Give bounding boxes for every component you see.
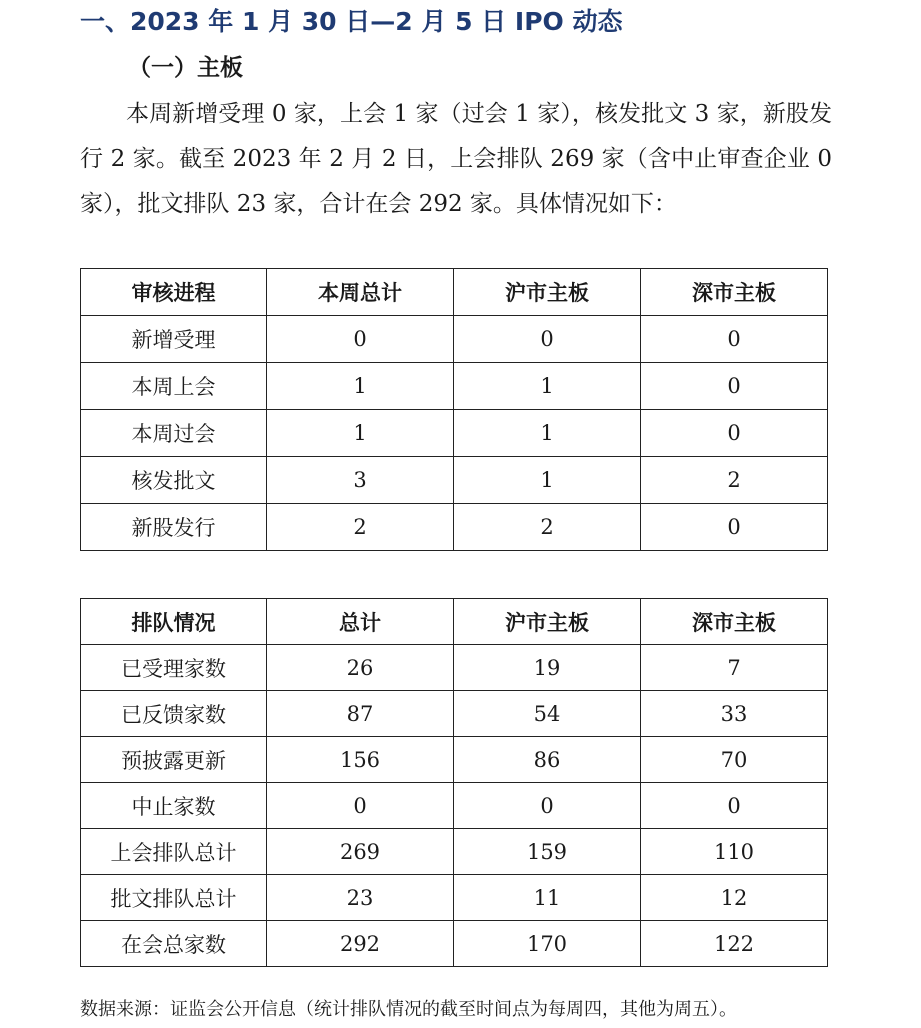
table-cell: 0 [267, 783, 454, 829]
column-header: 沪市主板 [454, 599, 641, 645]
row-label: 已受理家数 [81, 645, 267, 691]
queue-status-table [80, 598, 828, 967]
table-cell: 12 [641, 875, 828, 921]
row-label: 新股发行 [81, 504, 267, 551]
column-header: 沪市主板 [454, 269, 641, 316]
column-header: 本周总计 [267, 269, 454, 316]
table-cell: 0 [641, 316, 828, 363]
table-cell: 1 [454, 363, 641, 410]
table-cell: 11 [454, 875, 641, 921]
table-cell: 1 [454, 457, 641, 504]
table-cell: 170 [454, 921, 641, 967]
table-row [81, 737, 828, 783]
table-row [81, 410, 828, 457]
table-row [81, 875, 828, 921]
table-cell: 0 [641, 410, 828, 457]
table-cell: 7 [641, 645, 828, 691]
review-progress-table [80, 268, 828, 551]
table-row [81, 457, 828, 504]
table-cell: 19 [454, 645, 641, 691]
table-cell: 2 [454, 504, 641, 551]
table-cell: 0 [454, 316, 641, 363]
table-row [81, 921, 828, 967]
table-cell: 3 [267, 457, 454, 504]
table-cell: 110 [641, 829, 828, 875]
table-cell: 33 [641, 691, 828, 737]
table-row [81, 645, 828, 691]
column-header: 总计 [267, 599, 454, 645]
table-cell: 87 [267, 691, 454, 737]
table-cell: 1 [454, 410, 641, 457]
table-cell: 156 [267, 737, 454, 783]
table-row [81, 691, 828, 737]
row-label: 批文排队总计 [81, 875, 267, 921]
table-cell: 1 [267, 363, 454, 410]
table-cell: 70 [641, 737, 828, 783]
table-cell: 292 [267, 921, 454, 967]
row-label: 中止家数 [81, 783, 267, 829]
table-cell: 23 [267, 875, 454, 921]
table-cell: 2 [267, 504, 454, 551]
summary-paragraph: 本周新增受理 0 家，上会 1 家（过会 1 家），核发批文 3 家，新股发行 2 家。截至 2023 年 2 月 2 日，上会排队 269 家（含中止审查企业 0 家），批文排队 23 家，合计在会 292 家。具体情况如下： [80, 101, 832, 217]
table-cell: 0 [454, 783, 641, 829]
data-source-note: 数据来源：证监会公开信息（统计排队情况的截至时间点为每周四，其他为周五）。 [80, 999, 737, 1020]
table-cell: 269 [267, 829, 454, 875]
table-header-row [81, 599, 828, 645]
row-label: 在会总家数 [81, 921, 267, 967]
row-label: 新增受理 [81, 316, 267, 363]
table-row [81, 316, 828, 363]
table-cell: 26 [267, 645, 454, 691]
section-heading: 一、2023 年 1 月 30 日—2 月 5 日 IPO 动态 [80, 7, 623, 36]
table-cell: 122 [641, 921, 828, 967]
row-label: 已反馈家数 [81, 691, 267, 737]
table-cell: 1 [267, 410, 454, 457]
table-cell: 159 [454, 829, 641, 875]
table-row [81, 783, 828, 829]
row-label: 本周过会 [81, 410, 267, 457]
table-row [81, 504, 828, 551]
column-header: 深市主板 [641, 269, 828, 316]
column-header: 审核进程 [81, 269, 267, 316]
table-row [81, 829, 828, 875]
table-row [81, 363, 828, 410]
table-cell: 0 [641, 783, 828, 829]
table-cell: 0 [641, 363, 828, 410]
table-cell: 0 [641, 504, 828, 551]
row-label: 上会排队总计 [81, 829, 267, 875]
subsection-heading: （一）主板 [128, 55, 243, 81]
table-cell: 2 [641, 457, 828, 504]
table-cell: 0 [267, 316, 454, 363]
row-label: 核发批文 [81, 457, 267, 504]
column-header: 深市主板 [641, 599, 828, 645]
column-header: 排队情况 [81, 599, 267, 645]
row-label: 本周上会 [81, 363, 267, 410]
row-label: 预披露更新 [81, 737, 267, 783]
table-header-row [81, 269, 828, 316]
table-cell: 54 [454, 691, 641, 737]
table-cell: 86 [454, 737, 641, 783]
